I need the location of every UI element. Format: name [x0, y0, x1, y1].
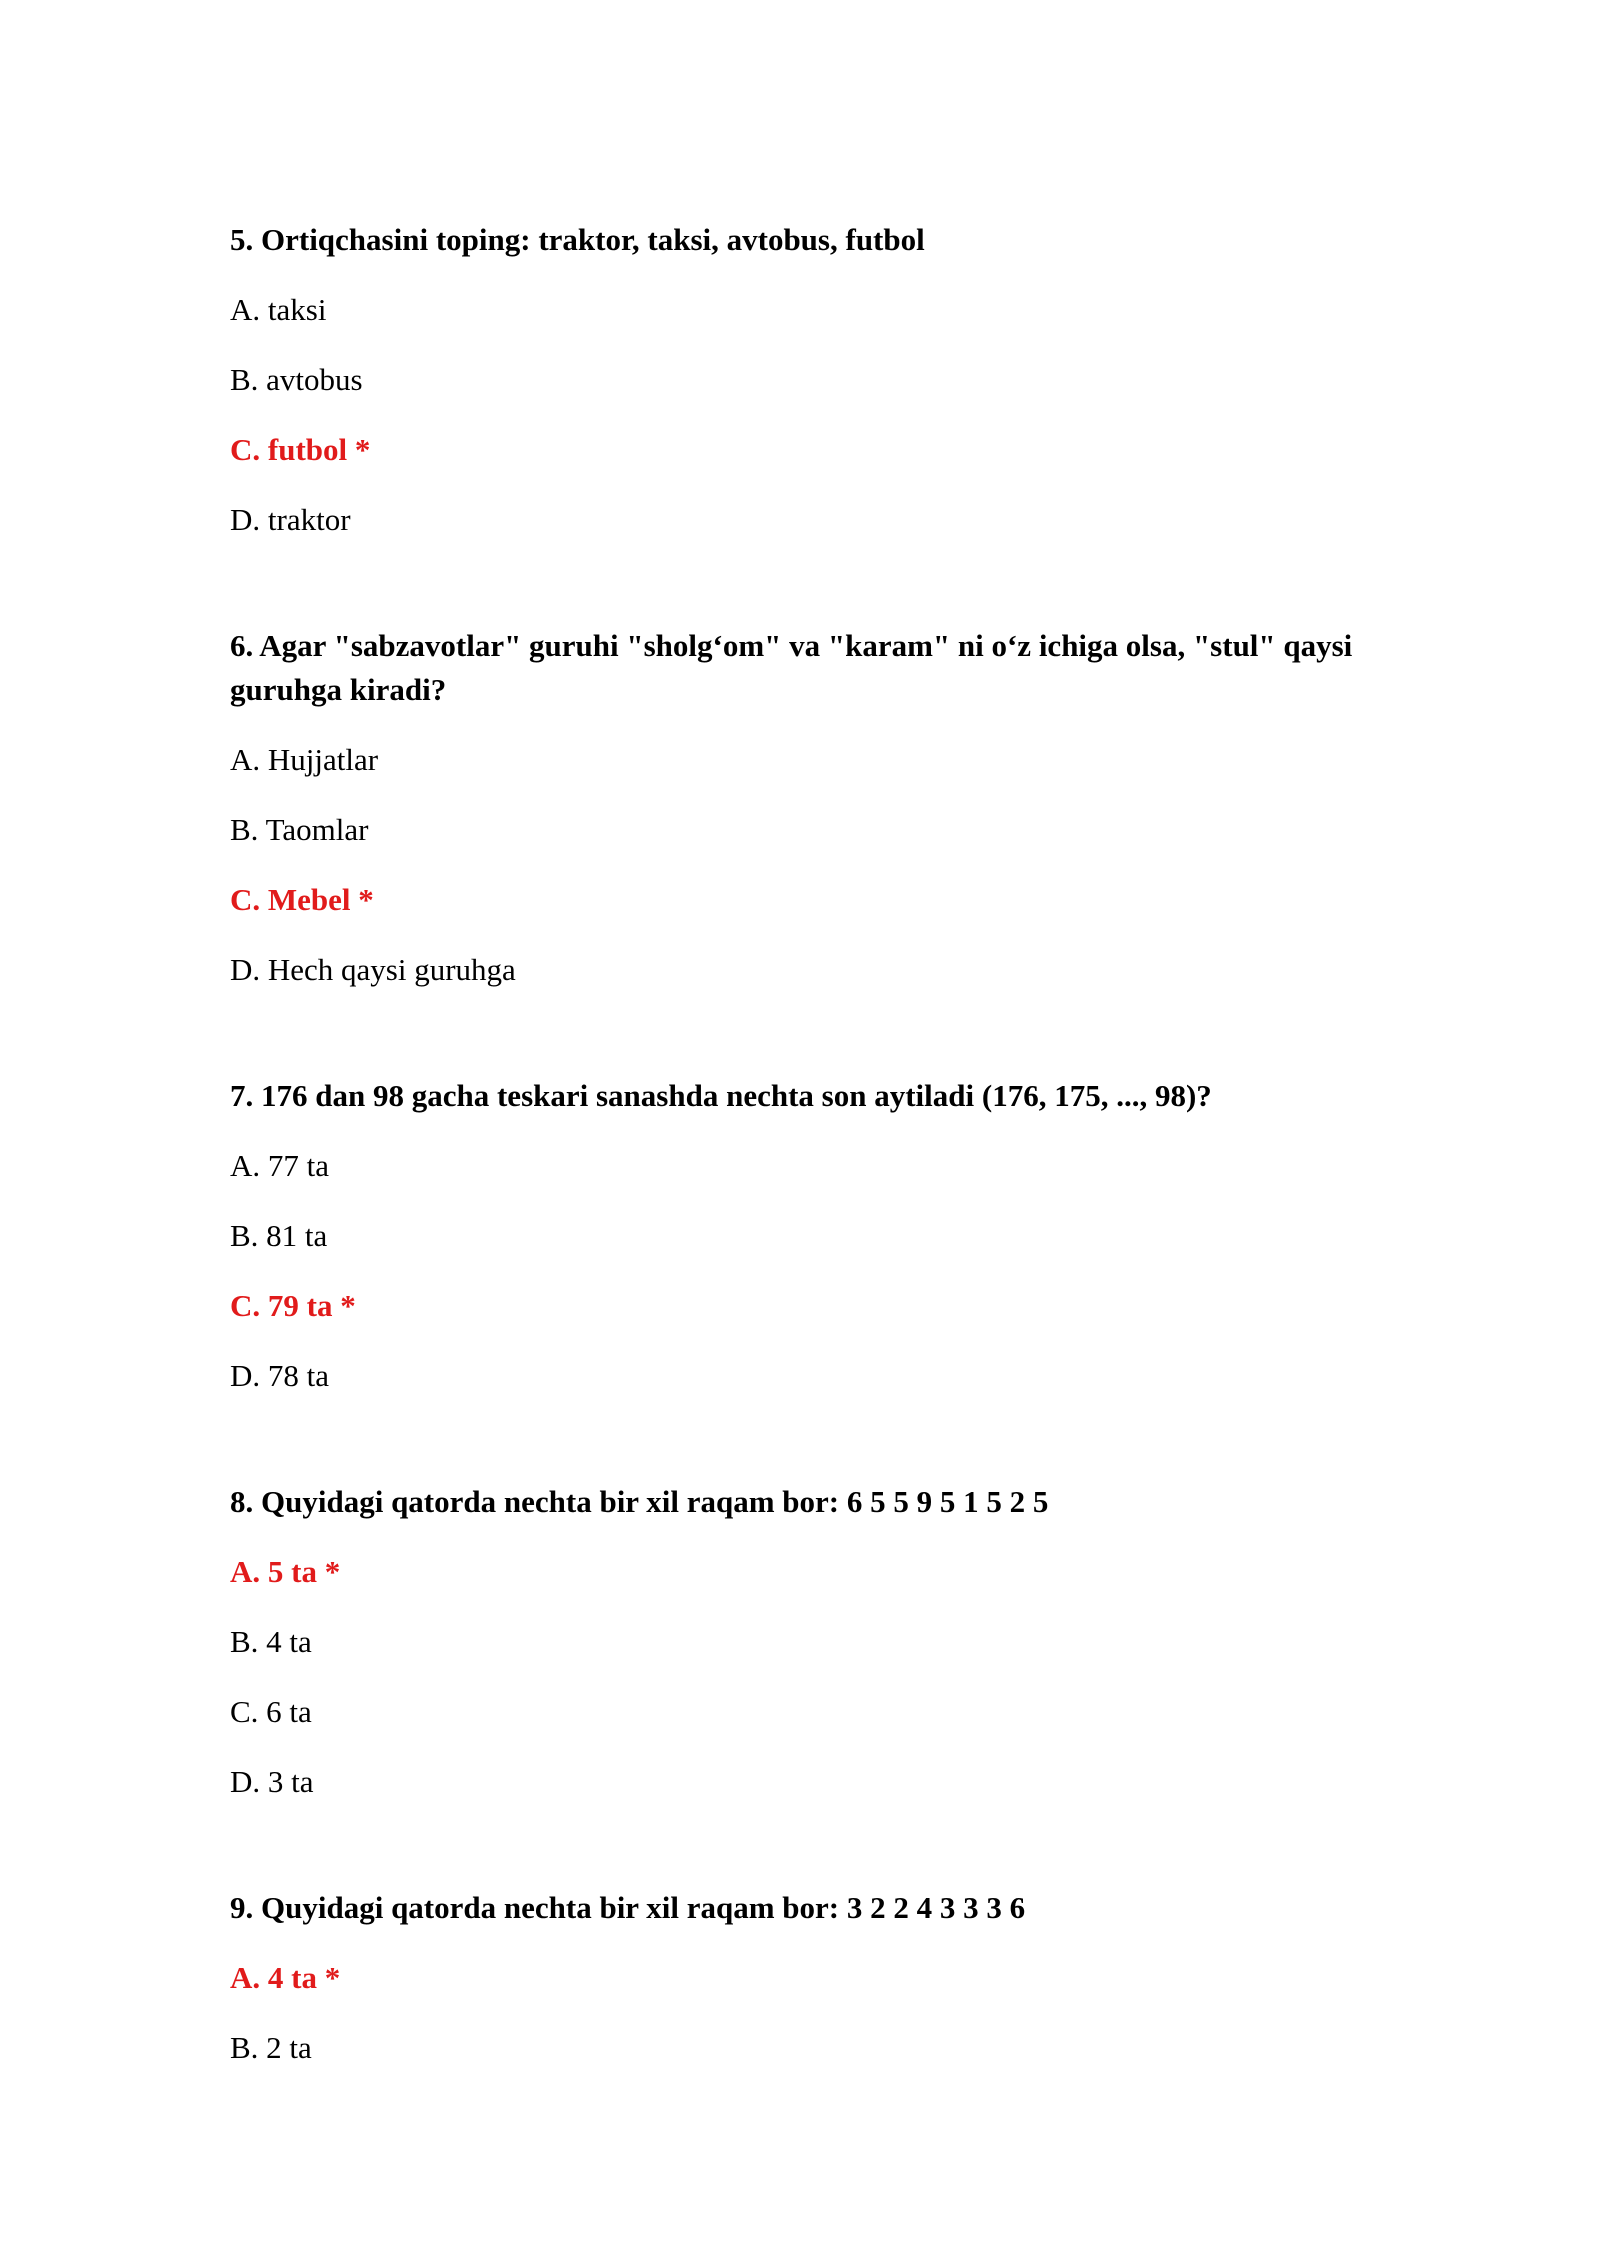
option-b: B. 81 ta	[230, 1218, 328, 1253]
option-b: B. avtobus	[230, 362, 363, 397]
option-b: B. 4 ta	[230, 1624, 312, 1659]
option-d: D. Hech qaysi guruhga	[230, 952, 516, 987]
question-text: 5. Ortiqchasini toping: traktor, taksi, avtobus, futbol	[230, 222, 925, 257]
option-d: D. 3 ta	[230, 1764, 314, 1799]
question-9	[230, 1886, 1420, 2070]
question-7	[230, 1074, 1420, 1398]
question-text: 6. Agar "sabzavotlar" guruhi "sholg‘om" va "karam" ni o‘z ichiga olsa, "stul" qaysi guruhga kiradi?	[230, 628, 1353, 707]
question-text: 7. 176 dan 98 gacha teskari sanashda nechta son aytiladi (176, 175, ..., 98)?	[230, 1078, 1212, 1113]
question-6	[230, 624, 1420, 992]
question-text: 9. Quyidagi qatorda nechta bir xil raqam bor: 3 2 2 4 3 3 3 6	[230, 1890, 1026, 1925]
question-text: 8. Quyidagi qatorda nechta bir xil raqam bor: 6 5 5 9 5 1 5 2 5	[230, 1484, 1049, 1519]
option-a: A. Hujjatlar	[230, 742, 379, 777]
option-a-correct: A. 5 ta *	[230, 1554, 341, 1589]
question-8	[230, 1480, 1420, 1804]
option-a: A. 77 ta	[230, 1148, 330, 1183]
option-b: B. 2 ta	[230, 2030, 312, 2065]
question-5	[230, 218, 1420, 542]
option-d: D. 78 ta	[230, 1358, 330, 1393]
option-a: A. taksi	[230, 292, 327, 327]
option-b: B. Taomlar	[230, 812, 369, 847]
option-a-correct: A. 4 ta *	[230, 1960, 341, 1995]
option-d: D. traktor	[230, 502, 351, 537]
option-c-correct: C. Mebel *	[230, 882, 374, 917]
option-c-correct: C. futbol *	[230, 432, 371, 467]
option-c-correct: C. 79 ta *	[230, 1288, 356, 1323]
option-c: C. 6 ta	[230, 1694, 312, 1729]
quiz-page	[230, 218, 1420, 2152]
